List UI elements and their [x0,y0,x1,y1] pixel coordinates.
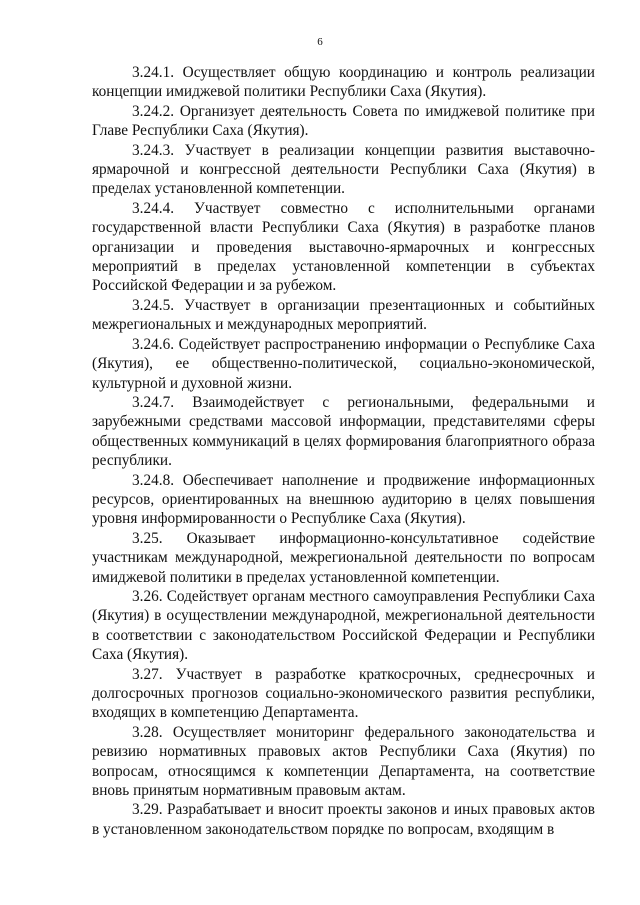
paragraph-3-28: 3.28. Осуществляет мониторинг федерального законодательства и ревизию нормативных правовых актов Республики Саха (Якутия) по вопросам, относящимся к компетенции Департамента, на соответствие вновь принятым нормативным правовым актам. [92,723,595,800]
paragraph-3-24-4: 3.24.4. Участвует совместно с исполнительными органами государственной власти Республики Саха (Якутия) в разработке планов организации и проведения выставочно-ярмарочных и конгрессных мероприятий в пределах установленной компетенции в субъектах Российской Федерации и за рубежом. [92,199,595,295]
paragraph-3-26: 3.26. Содействует органам местного самоуправления Республики Саха (Якутия) в осуществлении международной, межрегиональной деятельности в соответствии с законодательством Российской Федерации и Республики Саха (Якутия). [92,587,595,664]
paragraph-3-27: 3.27. Участвует в разработке краткосрочных, среднесрочных и долгосрочных прогнозов социально-экономического развития республики, входящих в компетенцию Департамента. [92,665,595,722]
paragraph-3-24-5: 3.24.5. Участвует в организации презентационных и событийных межрегиональных и международных мероприятий. [92,296,595,334]
paragraph-3-24-8: 3.24.8. Обеспечивает наполнение и продвижение информационных ресурсов, ориентированных на внешнюю аудиторию в целях повышения уровня информированности о Республике Саха (Якутия). [92,471,595,528]
paragraph-3-24-2: 3.24.2. Организует деятельность Совета по имиджевой политике при Главе Республики Саха (Якутия). [92,102,595,140]
paragraph-3-29: 3.29. Разрабатывает и вносит проекты законов и иных правовых актов в установленном законодательством порядке по вопросам, входящим в [92,801,595,838]
document-body [92,63,595,839]
page-number: 6 [317,36,323,48]
paragraph-3-24-7: 3.24.7. Взаимодействует с региональными, федеральными и зарубежными средствами массовой информации, представителями сферы общественных коммуникаций в целях формирования благоприятного образа республики. [92,393,595,470]
paragraph-3-25: 3.25. Оказывает информационно-консультативное содействие участникам международной, межрегиональной деятельности по вопросам имиджевой политики в пределах установленной компетенции. [92,529,595,586]
paragraph-3-24-3: 3.24.3. Участвует в реализации концепции развития выставочно-ярмарочной и конгрессной деятельности Республики Саха (Якутия) в пределах установленной компетенции. [92,141,595,198]
paragraph-3-24-1: 3.24.1. Осуществляет общую координацию и контроль реализации концепции имиджевой политики Республики Саха (Якутия). [92,64,595,101]
paragraph-3-24-6: 3.24.6. Содействует распространению информации о Республике Саха (Якутия), ее общественно-политической, социально-экономической, культурной и духовной жизни. [92,335,595,392]
